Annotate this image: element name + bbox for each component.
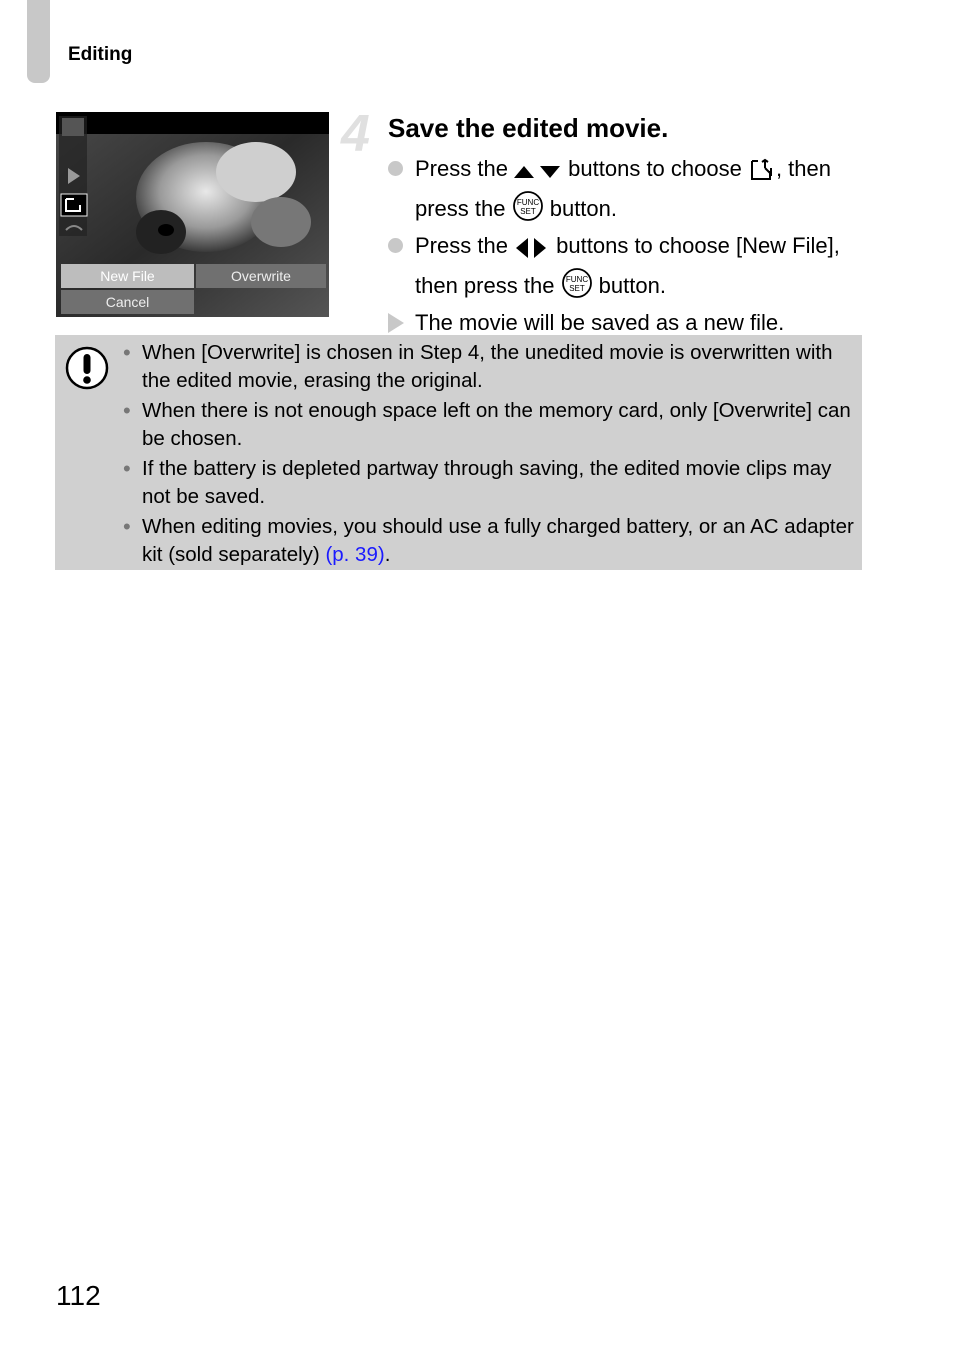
- up-down-buttons-icon: [514, 160, 562, 190]
- caution-list: [123, 339, 858, 571]
- bullet-circle-icon: [388, 161, 403, 176]
- instruction-item: Press the buttons to choose , then press the FUNC SET button.: [388, 154, 878, 230]
- step-title: Save the edited movie.: [388, 113, 669, 143]
- func-set-button-icon: [512, 190, 544, 230]
- step-instructions: [388, 154, 878, 339]
- bullet-icon: •: [123, 398, 131, 423]
- save-icon[interactable]: [61, 194, 87, 216]
- svg-text:SET: SET: [519, 207, 536, 216]
- section-title: Editing: [68, 44, 133, 65]
- caution-item: • When [Overwrite] is chosen in Step 4, the unedited movie is overwritten with the edited movie, erasing the original.: [123, 340, 833, 392]
- result-triangle-icon: [388, 313, 404, 333]
- svg-text:FUNC: FUNC: [565, 275, 588, 284]
- cut-icon: [62, 118, 84, 136]
- caution-item: • When there is not enough space left on the memory card, only [Overwrite] can be chosen.: [123, 398, 851, 450]
- left-right-buttons-icon: [514, 237, 550, 267]
- caution-box: [55, 335, 862, 570]
- instruction-item: The movie will be saved as a new file.: [388, 308, 878, 338]
- camera-screen: [56, 112, 329, 317]
- caution-icon: [65, 346, 109, 395]
- page-number: 112: [56, 1280, 101, 1311]
- svg-text:FUNC: FUNC: [516, 198, 539, 207]
- bullet-icon: •: [123, 514, 131, 539]
- caution-item: • When editing movies, you should use a fully charged battery, or an AC adapter kit (sold separately) (p. 39).: [123, 514, 854, 566]
- option-cancel[interactable]: Cancel: [105, 294, 150, 310]
- bullet-circle-icon: [388, 238, 403, 253]
- option-new-file[interactable]: New File: [100, 268, 155, 284]
- page-reference-link[interactable]: (p. 39): [325, 542, 385, 566]
- instruction-item: Press the buttons to choose [New File], then press the FUNC SET button.: [388, 231, 878, 307]
- bullet-icon: •: [123, 456, 131, 481]
- svg-text:SET: SET: [568, 284, 585, 293]
- save-icon: [748, 158, 776, 190]
- func-set-button-icon: [561, 267, 593, 307]
- caution-item: • If the battery is depleted partway through saving, the edited movie clips may not be saved.: [123, 456, 832, 508]
- step-number: 4: [341, 105, 370, 163]
- bullet-icon: •: [123, 340, 131, 365]
- option-overwrite[interactable]: Overwrite: [231, 268, 291, 284]
- side-tab: [27, 0, 50, 83]
